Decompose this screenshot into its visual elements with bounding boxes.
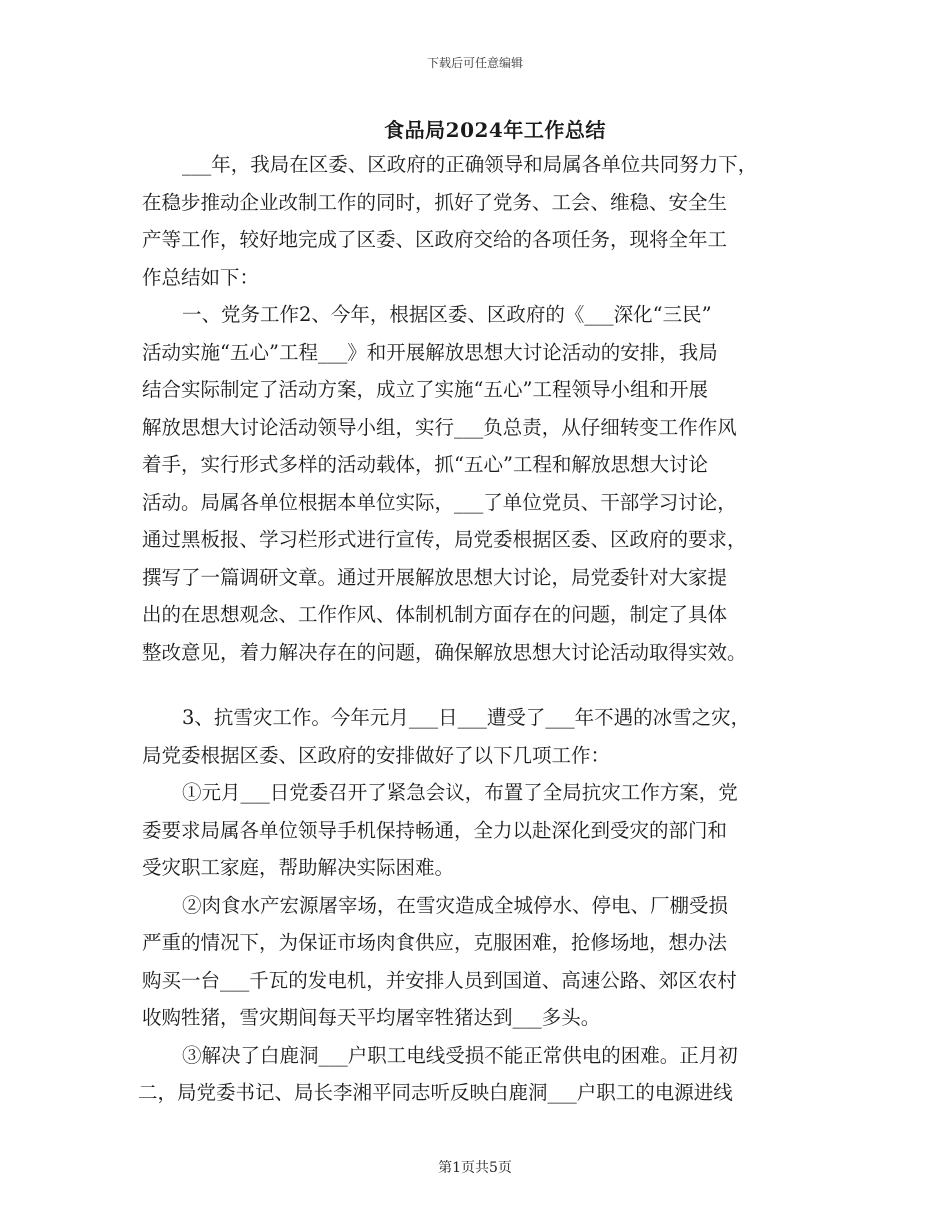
paragraph-line: 二，局党委书记、局长李湘平同志听反映白鹿洞___户职工的电源进线 [138,1081,733,1104]
paragraph-line: 3、抗雪灾工作。今年元月___日___遭受了___年不遇的冰雪之灾， [182,706,751,729]
document-title: 食品局2024年工作总结 [384,118,606,142]
paragraph-line: ②肉食水产宏源屠宰场，在雪灾造成全城停水、停电、厂棚受损 [182,893,729,917]
paragraph-line: 活动。局属各单位根据本单位实际，___了单位党员、干部学习讨论， [142,490,737,514]
paragraph-line: 结合实际制定了活动方案，成立了实施“五心”工程领导小组和开展 [142,378,708,401]
paragraph-line: 出的在思想观念、工作作风、体制机制方面存在的问题，制定了具体 [142,603,728,626]
paragraph-line: 一、党务工作2、今年，根据区委、区政府的《___深化“三民” [182,303,712,326]
paragraph-line: 解放思想大讨论活动领导小组，实行___负总责，从仔细转变工作作风 [142,415,737,439]
paragraph-line: 严重的情况下，为保证市场肉食供应，克服困难，抢修场地，想办法 [142,931,728,954]
paragraph-gap [142,671,812,699]
document-body [138,146,812,1112]
paragraph-line: 通过黑板报、学习栏形式进行宣传，局党委根据区委、区政府的要求， [142,528,747,551]
paragraph-line: ①元月___日党委召开了紧急会议，布置了全局抗灾工作方案，党 [182,781,738,804]
paragraph-line: 受灾职工家庭，帮助解决实际困难。 [142,856,455,879]
paragraph-line: ___年，我局在区委、区政府的正确领导和局属各单位共同努力下， [182,153,758,176]
paragraph-line: 着手，实行形式多样的活动载体，抓“五心”工程和解放思想大讨论 [142,453,708,476]
paragraph-line: 购买一台___千瓦的发电机，并安排人员到国道、高速公路、郊区农村 [142,968,737,992]
paragraph-line: 作总结如下： [142,265,260,289]
paragraph-line: 收购牲猪，雪灾期间每天平均屠宰牲猪达到___多头。 [142,1006,601,1029]
paragraph-line: 委要求局属各单位领导手机保持畅通，全力以赴深化到受灾的部门和 [142,818,728,842]
paragraph-line: 产等工作，较好地完成了区委、区政府交给的各项任务，现将全年工 [142,228,728,251]
paragraph-line: 局党委根据区委、区政府的安排做好了以下几项工作： [142,743,611,767]
header-note: 下载后可任意编辑 [426,56,523,70]
paragraph-line: 在稳步推动企业改制工作的同时，抓好了党务、工会、维稳、安全生 [142,190,728,214]
paragraph-line: 撰写了一篇调研文章。通过开展解放思想大讨论，局党委针对大家提 [142,565,728,589]
page-number: 第1页共5页 [438,1160,512,1176]
paragraph-line: ③解决了白鹿洞___户职工电线受损不能正常供电的困难。正月初 [182,1043,738,1067]
paragraph-line: 整改意见，着力解决存在的问题，确保解放思想大讨论活动取得实效。 [142,640,747,664]
paragraph-line: 活动实施“五心”工程___》和开展解放思想大讨论活动的安排，我局 [142,340,718,364]
